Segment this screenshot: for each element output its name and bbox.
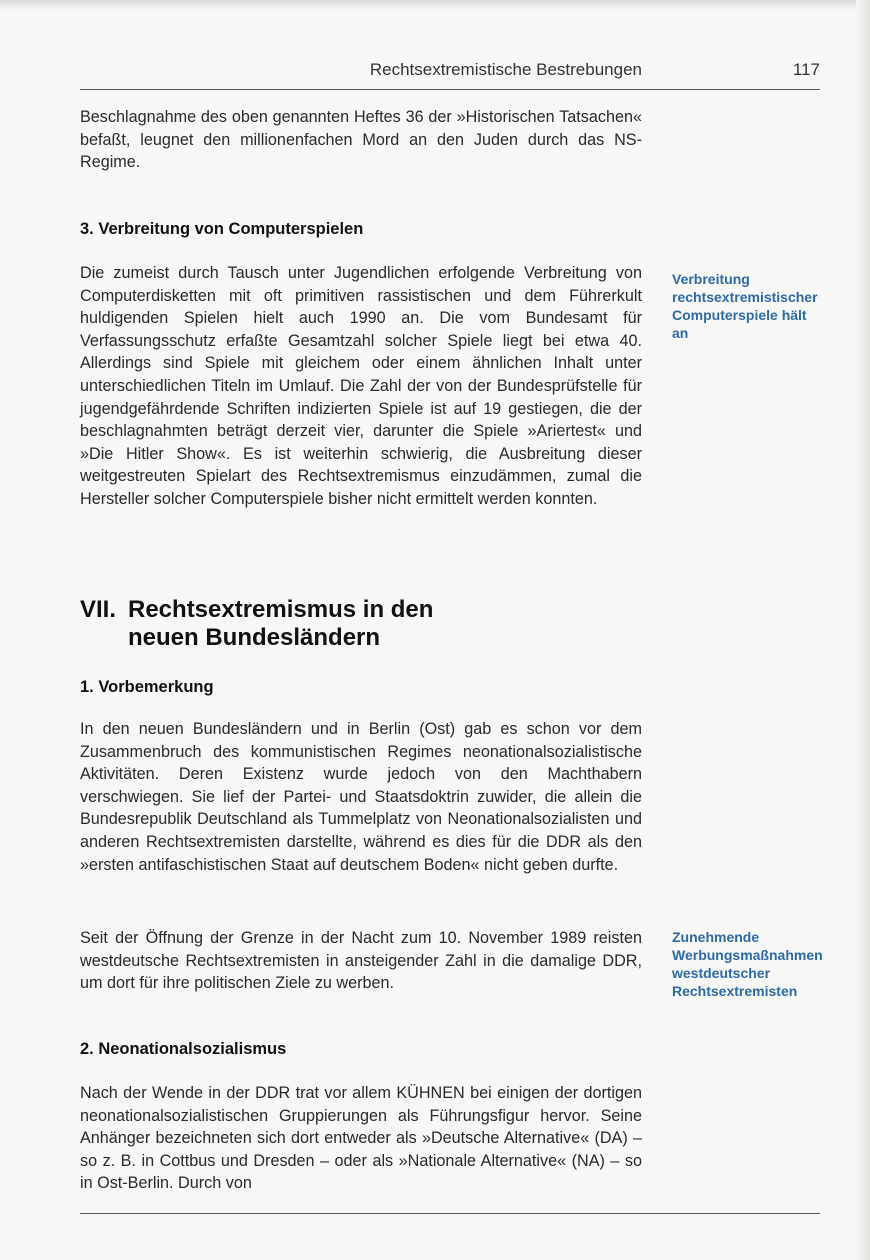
paragraph-grenze: Seit der Öffnung der Grenze in der Nacht zum 10. November 1989 reisten westdeutsche Rechtsextremisten in ansteigender Zahl in die damalige DDR, um dort für ihre politischen Ziele zu werben. <box>80 929 642 993</box>
section-heading-vorbemerkung: 1. Vorbemerkung <box>80 678 214 696</box>
scan-shadow-right <box>856 0 870 1260</box>
chapter-title-line2: neuen Bundesländern <box>128 624 381 651</box>
chapter-heading <box>80 596 680 652</box>
section-heading-computerspiele: 3. Verbreitung von Computerspielen <box>80 220 364 238</box>
margin-note-computerspiele: Verbreitung rechtsextremistischer Computerspiele hält an <box>672 271 818 341</box>
section-heading-neonationalsozialismus: 2. Neonationalsozialismus <box>80 1040 287 1058</box>
running-head <box>80 60 820 86</box>
header-rule <box>80 89 820 90</box>
paragraph-neonationalsozialismus: Nach der Wende in der DDR trat vor allem KÜHNEN bei einigen der dortigen neonationalsozialistischen Gruppierungen als Führungsfigur hervor. Seine Anhänger bezeichneten sich dort entweder als »Deutsche Alternative« (DA) – so z. B. in Cottbus und Dresden – oder als »Nationale Alternative« (NA) – so in Ost-Berlin. Durch von <box>80 1084 642 1193</box>
footer-rule <box>80 1213 820 1214</box>
chapter-number: VII. <box>80 596 117 623</box>
chapter-title-line1: Rechtsextremismus in den <box>128 596 434 623</box>
paragraph-computerspiele: Die zumeist durch Tausch unter Jugendlichen erfolgende Verbreitung von Computerdisketten mit oft primitiven rassistischen und dem Führerkult huldigenden Spielen hielt auch 1990 an. Die vom Bundesamt für Verfassungsschutz erfaßte Gesamtzahl solcher Spiele liegt bei etwa 40. Allerdings sind Spiele mit gleichem oder einem ähnlichen Inhalt unter unterschiedlichen Titeln im Umlauf. Die Zahl der von der Bundesprüfstelle für jugendgefährdende Schriften indizierten Spiele ist auf 19 gestiegen, die der beschlagnahmten beträgt derzeit vier, darunter die Spiele »Ariertest« und »Die Hitler Show«. Es ist weiterhin schwierig, die Ausbreitung dieser weitgestreuten Spielart des Rechtsextremismus einzudämmen, zumal die Hersteller solcher Computerspiele bisher nicht ermittelt werden konnten. <box>80 264 642 508</box>
paragraph-vorbemerkung: In den neuen Bundesländern und in Berlin (Ost) gab es schon vor dem Zusammenbruch des kommunistischen Regimes neonationalsozialistische Aktivitäten. Deren Existenz wurde jedoch von den Machthabern verschwiegen. Sie lief der Partei- und Staatsdoktrin zuwider, die allein die Bundesrepublik Deutschland als Tummelplatz von Neonationalsozialisten und anderen Rechtsextremisten darstellte, während es dies für die DDR als den »ersten antifaschistischen Staat auf deutschem Boden« nicht geben durfte. <box>80 720 642 874</box>
paragraph-intro: Beschlagnahme des oben genannten Heftes 36 der »Historischen Tatsachen« befaßt, leugnet den millionenfachen Mord an den Juden durch das NS-Regime. <box>80 108 642 172</box>
scan-shadow-top <box>0 0 870 10</box>
page-number: 117 <box>792 60 820 79</box>
margin-note-werbung: Zunehmende Werbungsmaßnahmen westdeutscher Rechtsextremisten <box>672 929 823 999</box>
running-title: Rechtsextremistische Bestrebungen <box>369 60 642 79</box>
